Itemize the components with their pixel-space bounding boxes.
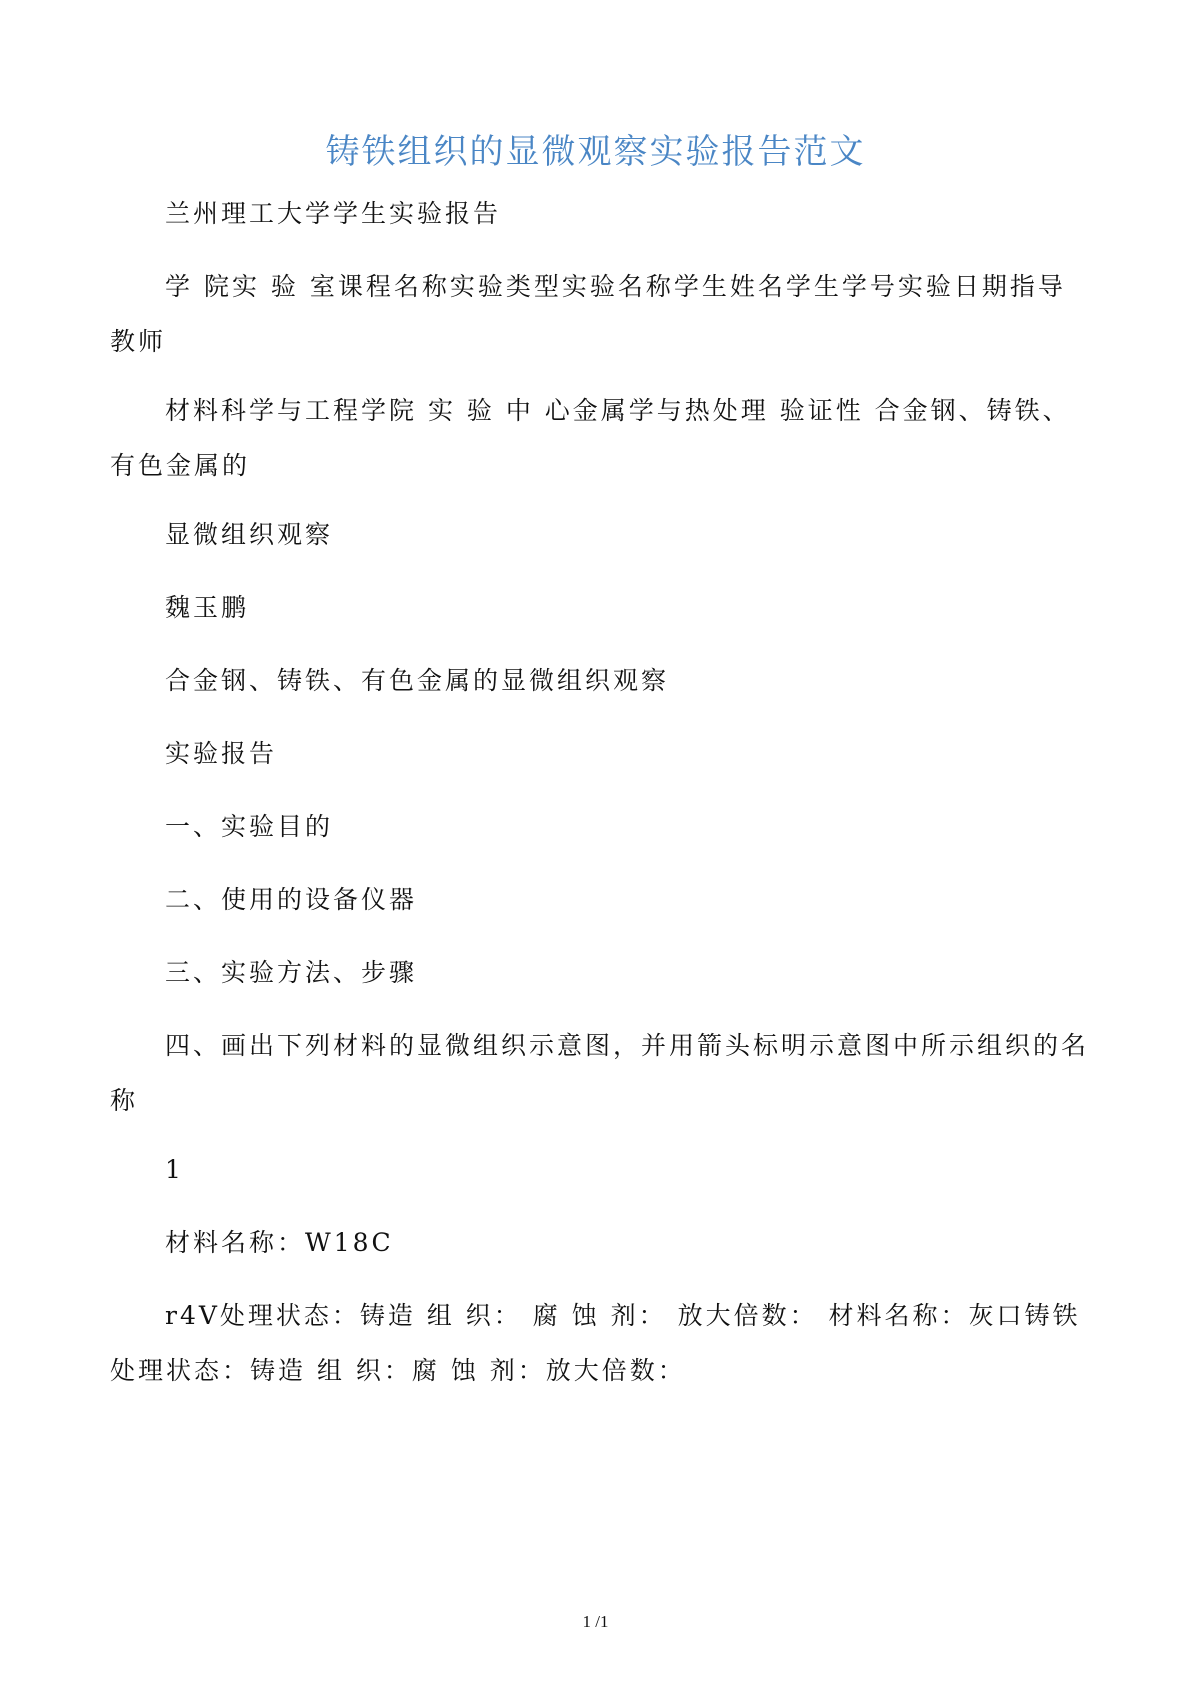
page-number: 1 /1 bbox=[582, 1612, 609, 1631]
paragraph-header-fields: 学 院实 验 室课程名称实验类型实验名称学生姓名学生学号实验日期指导教师 bbox=[110, 272, 1066, 356]
section-method: 三、实验方法、步骤 bbox=[165, 958, 418, 987]
section-drawing: 四、画出下列材料的显微组织示意图，并用箭头标明示意图中所示组织的名称 bbox=[110, 1031, 1090, 1115]
paragraph-experiment-name: 合金钢、铸铁、有色金属的显微组织观察 bbox=[165, 666, 670, 695]
material-details: r4V处理状态：铸造 组 织： 腐 蚀 剂： 放大倍数： 材料名称：灰口铸铁 处理状态：铸造 组 织：腐 蚀 剂：放大倍数： bbox=[110, 1301, 1081, 1385]
item-number: 1 bbox=[165, 1155, 184, 1184]
paragraph-university-report: 兰州理工大学学生实验报告 bbox=[165, 199, 502, 228]
section-purpose: 一、实验目的 bbox=[165, 812, 334, 841]
paragraph-report-label: 实验报告 bbox=[165, 739, 278, 768]
section-equipment: 二、使用的设备仪器 bbox=[165, 885, 418, 914]
paragraph-student-name: 魏玉鹏 bbox=[165, 593, 250, 622]
paragraph-header-values: 材料科学与工程学院 实 验 中 心金属学与热处理 验证性 合金钢、铸铁、有色金属的 bbox=[110, 396, 1071, 480]
document-title: 铸铁组织的显微观察实验报告范文 bbox=[325, 132, 866, 172]
paragraph-microstructure: 显微组织观察 bbox=[165, 520, 334, 549]
material-name-line: 材料名称：W18C bbox=[165, 1228, 394, 1257]
